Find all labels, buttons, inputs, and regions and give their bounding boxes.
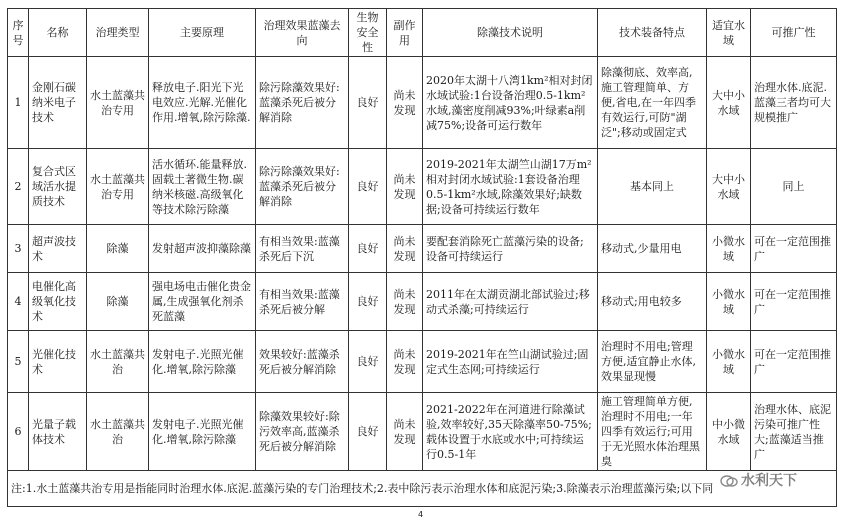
cell-promotion: 同上 <box>751 149 837 225</box>
cell-biosafety: 良好 <box>349 225 387 273</box>
cell-description: 2011年在太湖贡湖北部试验过;移动式杀藻;可持续运行 <box>423 273 598 331</box>
cell-description: 2019-2021年太湖竺山湖17万m²相对封闭水域试验:1套设备治理0.5-1km²水域,除藻效果好;缺数据;设备可持续运行数年 <box>423 149 598 225</box>
cell-principle: 活水循环.能量释放.固载土著微生物.碳纳米核磁.高级氧化等技术除污除藻 <box>149 149 256 225</box>
cell-description: 2019-2021年在竺山湖试验过;固定式生态网;可持续运行 <box>423 331 598 393</box>
cell-waters: 小微水域 <box>707 225 751 273</box>
table-footnote: 注:1.水土蓝藻共治专用是指能同时治理水体.底泥.蓝藻污染的专门治理技术;2.表中除污表示治理水体和底泥污染;3.除藻表示治理蓝藻污染;以下同 <box>8 471 837 507</box>
cell-side-effect: 尚未发现 <box>387 393 423 471</box>
cell-promotion: 治理水体、底泥污染可推广性大;蓝藻适当推广 <box>751 393 837 471</box>
cell-side-effect: 尚未发现 <box>387 273 423 331</box>
cell-index: 2 <box>8 149 29 225</box>
cell-name: 光催化技术 <box>29 331 87 393</box>
cell-type: 除藻 <box>87 225 149 273</box>
cell-description: 2020年太湖十八湾1km²相对封闭水域试验:1台设备治理0.5-1km²水域,藻密度削减93%;叶绿素a削减75%;设备可运行数年 <box>423 57 598 149</box>
header-cell: 序号 <box>8 9 29 57</box>
cell-name: 电催化高级氧化技术 <box>29 273 87 331</box>
cell-description: 要配套消除死亡蓝藻污染的设备;设备可持续运行 <box>423 225 598 273</box>
cell-index: 4 <box>8 273 29 331</box>
header-cell: 除藻技术说明 <box>423 9 598 57</box>
header-cell: 副作用 <box>387 9 423 57</box>
watermark-text: 水利天下 <box>741 473 797 489</box>
table-header-row <box>8 9 837 57</box>
header-cell: 名称 <box>29 9 87 57</box>
header-cell: 技术装备特点 <box>598 9 707 57</box>
cell-equipment: 治理时不用电;管理方便,适宜静止水体,效果显现慢 <box>598 331 707 393</box>
table-row <box>8 273 837 331</box>
header-cell: 适宜水域 <box>707 9 751 57</box>
table-row <box>8 57 837 149</box>
cell-equipment: 除藻彻底、效率高,施工管理简单、方便,省电,在一年四季有效运行,可防"湖泛";移动或固定式 <box>598 57 707 149</box>
cell-waters: 小微水域 <box>707 273 751 331</box>
cell-waters: 大中小水域 <box>707 57 751 149</box>
cell-index: 5 <box>8 331 29 393</box>
cell-promotion: 可在一定范围推广 <box>751 225 837 273</box>
cell-principle: 释放电子.阳光下光电效应.光解.光催化作用.增氧,除污除藻. <box>149 57 256 149</box>
cell-principle: 发射电子.光照光催化.增氧,除污除藻 <box>149 331 256 393</box>
cell-equipment: 移动式,少量用电 <box>598 225 707 273</box>
cell-equipment: 基本同上 <box>598 149 707 225</box>
cell-promotion: 可在一定范围推广 <box>751 273 837 331</box>
cell-description: 2021-2022年在河道进行除藻试验,效率较好,35天除藻率50-75%;载体设置于水底或水中;可持续运行0.5-1年 <box>423 393 598 471</box>
cell-side-effect: 尚未发现 <box>387 331 423 393</box>
cell-type: 水土蓝藻共治专用 <box>87 149 149 225</box>
cell-promotion: 可在一定范围推广 <box>751 331 837 393</box>
cell-effect: 除污除藻效果好:蓝藻杀死后被分解消除 <box>256 57 349 149</box>
cell-side-effect: 尚未发现 <box>387 149 423 225</box>
cell-effect: 除藻效果较好:除污效率高,蓝藻杀死后被分解消除 <box>256 393 349 471</box>
cell-index: 3 <box>8 225 29 273</box>
page-number: 4 <box>417 510 424 519</box>
cell-waters: 小微水域 <box>707 331 751 393</box>
cell-waters: 大中小水域 <box>707 149 751 225</box>
technology-comparison-table <box>7 8 837 507</box>
table-row <box>8 149 837 225</box>
cell-name: 金刚石碳纳米电子技术 <box>29 57 87 149</box>
cell-equipment: 移动式;用电较多 <box>598 273 707 331</box>
cell-equipment: 施工管理简单方便,治理时不用电;一年四季有效运行;可用于无光照水体治理黑臭 <box>598 393 707 471</box>
table-row <box>8 225 837 273</box>
cell-side-effect: 尚未发现 <box>387 57 423 149</box>
cell-biosafety: 良好 <box>349 393 387 471</box>
header-cell: 可推广性 <box>751 9 837 57</box>
cell-effect: 除污除藻效果好:蓝藻杀死后被分解消除 <box>256 149 349 225</box>
cell-principle: 发射超声波抑藻除藻 <box>149 225 256 273</box>
cell-name: 复合式区域活水提质技术 <box>29 149 87 225</box>
cell-biosafety: 良好 <box>349 57 387 149</box>
cell-principle: 发射电子.光照光催化.增氧,除污除藻 <box>149 393 256 471</box>
cell-promotion: 治理水体.底泥.蓝藻三者均可大规模推广 <box>751 57 837 149</box>
wechat-icon <box>720 475 738 487</box>
header-cell: 主要原理 <box>149 9 256 57</box>
cell-waters: 中小微水域 <box>707 393 751 471</box>
cell-index: 6 <box>8 393 29 471</box>
cell-principle: 强电场电击催化贵金属,生成强氧化剂杀死蓝藻 <box>149 273 256 331</box>
cell-effect: 效果较好:蓝藻杀死后被分解消除 <box>256 331 349 393</box>
header-cell: 治理类型 <box>87 9 149 57</box>
cell-type: 除藻 <box>87 273 149 331</box>
table-row <box>8 393 837 471</box>
header-cell: 生物安全性 <box>349 9 387 57</box>
cell-biosafety: 良好 <box>349 149 387 225</box>
cell-name: 超声波技术 <box>29 225 87 273</box>
cell-side-effect: 尚未发现 <box>387 225 423 273</box>
watermark <box>720 470 797 490</box>
cell-biosafety: 良好 <box>349 331 387 393</box>
table-row <box>8 331 837 393</box>
note-row <box>8 471 837 507</box>
cell-type: 水土蓝藻共治专用 <box>87 57 149 149</box>
header-cell: 治理效果蓝藻去向 <box>256 9 349 57</box>
cell-name: 光量子载体技术 <box>29 393 87 471</box>
cell-type: 水土蓝藻共治 <box>87 331 149 393</box>
cell-effect: 有相当效果:蓝藻杀死后被分解 <box>256 273 349 331</box>
cell-index: 1 <box>8 57 29 149</box>
cell-type: 水土蓝藻共治 <box>87 393 149 471</box>
cell-effect: 有相当效果:蓝藻杀死后下沉 <box>256 225 349 273</box>
cell-biosafety: 良好 <box>349 273 387 331</box>
